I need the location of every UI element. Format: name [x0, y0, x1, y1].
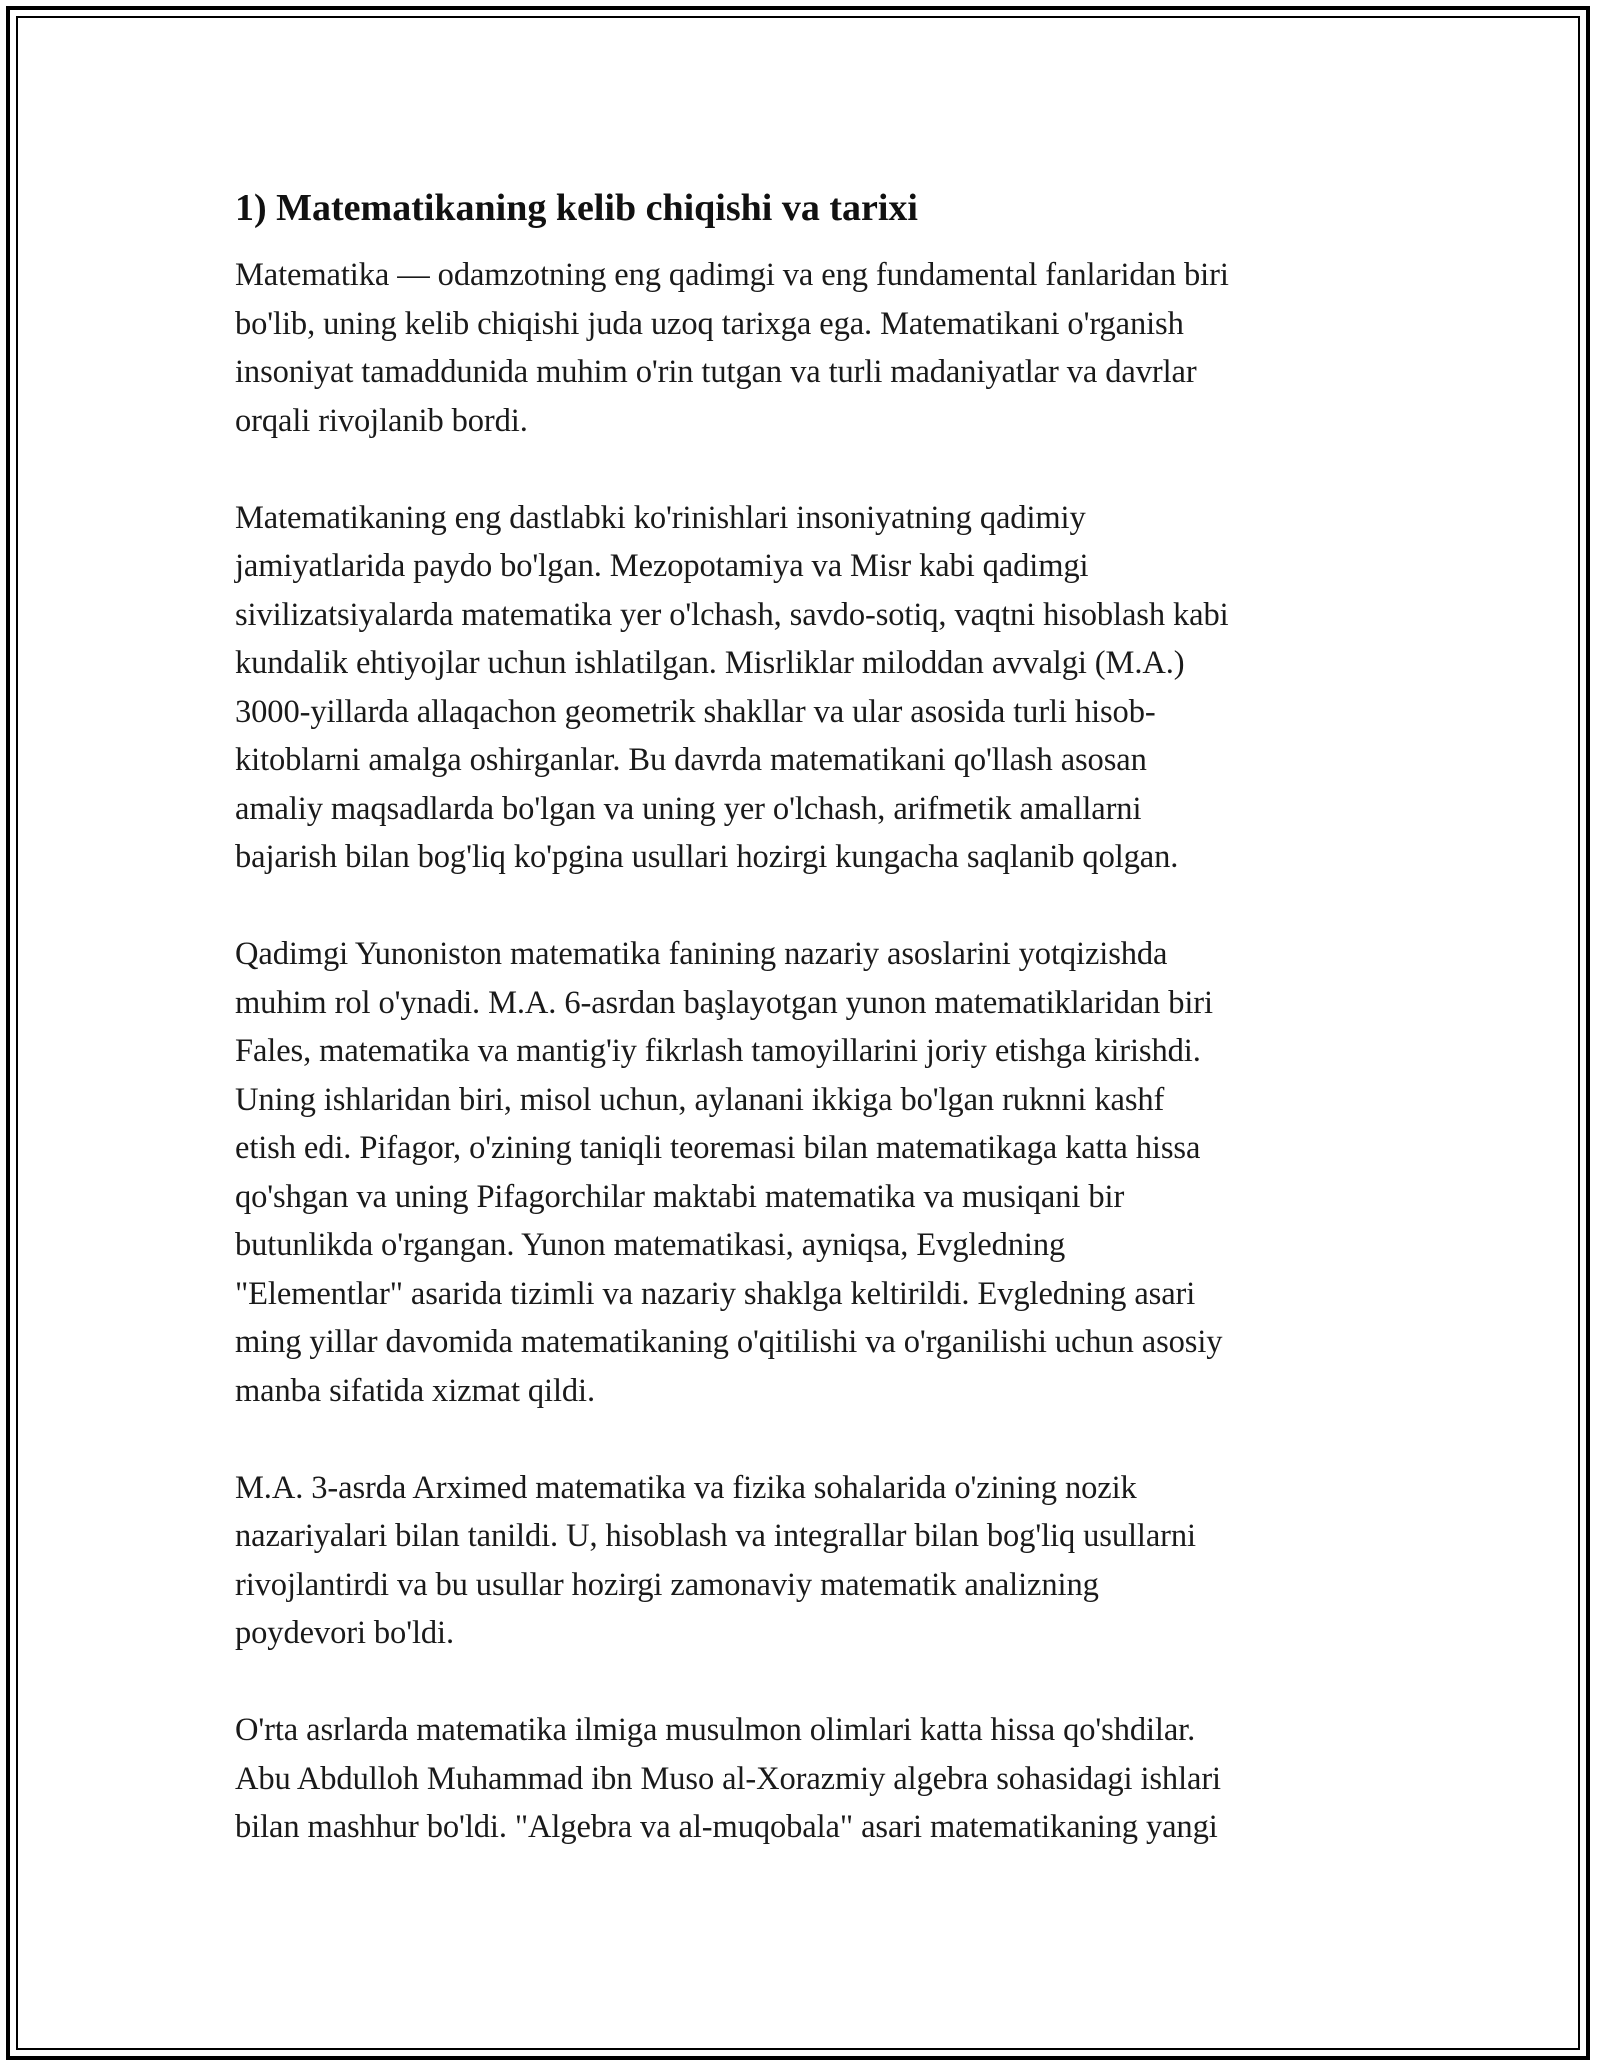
paragraph-line: jamiyatlarida paydo bo'lgan. Mezopotamiya va Misr kabi qadimgi: [235, 548, 1089, 584]
paragraph-3: [235, 930, 1375, 1415]
paragraph-line: sivilizatsiyalarda matematika yer o'lchash, savdo-sotiq, vaqtni hisoblash kabi: [235, 596, 1229, 633]
paragraph-line: rivojlantirdi va bu usullar hozirgi zamonaviy matematik analizning: [235, 1566, 1099, 1603]
paragraph-line: bajarish bilan bog'liq ko'pgina usullari hozirgi kungacha saqlanib qolgan.: [235, 839, 1179, 875]
paragraph-line: muhim rol o'ynadi. M.A. 6-asrdan başlayotgan yunon matematiklaridan biri: [235, 984, 1213, 1021]
paragraph-5: [235, 1706, 1375, 1852]
paragraph-line: poydevori bo'ldi.: [235, 1615, 454, 1651]
paragraph-line: orqali rivojlanib bordi.: [235, 402, 528, 439]
paragraph-line: "Elementlar" asarida tizimli va nazariy shaklga keltirildi. Evgledning asari: [235, 1275, 1196, 1312]
paragraph-line: Qadimgi Yunoniston matematika fanining nazariy asoslarini yotqizishda: [235, 936, 1168, 972]
paragraph-line: bilan mashhur bo'ldi. "Algebra va al-muqobala" asari matematikaning yangi: [235, 1809, 1218, 1845]
paragraph-line: 3000-yillarda allaqachon geometrik shakllar va ular asosida turli hisob-: [235, 693, 1156, 730]
paragraph-line: qo'shgan va uning Pifagorchilar maktabi matematika va musiqani bir: [235, 1178, 1125, 1215]
paragraph-line: kundalik ehtiyojlar uchun ishlatilgan. Misrliklar miloddan avvalgi (M.A.): [235, 645, 1185, 681]
paragraph-line: butunlikda o'rgangan. Yunon matematikasi, ayniqsa, Evgledning: [235, 1227, 1066, 1263]
paragraph-line: etish edi. Pifagor, o'zining taniqli teoremasi bilan matematikaga katta hissa: [235, 1130, 1201, 1166]
paragraph-line: manba sifatida xizmat qildi.: [235, 1372, 596, 1409]
paragraph-line: O'rta asrlarda matematika ilmiga musulmon olimlari katta hissa qo'shdilar.: [235, 1712, 1196, 1748]
paragraph-line: Matematikaning eng dastlabki ko'rinishlari insoniyatning qadimiy: [235, 499, 1086, 536]
paragraph-2: [235, 494, 1375, 882]
paragraph-line: insoniyat tamaddunida muhim o'rin tutgan va turli madaniyatlar va davrlar: [235, 354, 1197, 390]
paragraph-line: nazariyalari bilan tanildi. U, hisoblash va integrallar bilan bog'liq usullarni: [235, 1518, 1196, 1554]
paragraph-line: Abu Abdulloh Muhammad ibn Muso al-Xorazmiy algebra sohasidagi ishlari: [235, 1760, 1221, 1797]
paragraph-line: amaliy maqsadlarda bo'lgan va uning yer o'lchash, arifmetik amallarni: [235, 790, 1142, 827]
paragraph-4: [235, 1464, 1375, 1658]
paragraph-line: kitoblarni amalga oshirganlar. Bu davrda matematikani qo'llash asosan: [235, 742, 1147, 778]
paragraph-line: M.A. 3-asrda Arximed matematika va fizika sohalarida o'zining nozik: [235, 1469, 1137, 1506]
document-body: [235, 185, 1375, 1900]
paragraph-1: [235, 251, 1375, 445]
section-heading: 1) Matematikaning kelib chiqishi va tarixi: [235, 187, 918, 229]
paragraph-line: ming yillar davomida matematikaning o'qitilishi va o'rganilishi uchun asosiy: [235, 1324, 1223, 1360]
paragraph-line: Fales, matematika va mantig'iy fikrlash tamoyillarini joriy etishga kirishdi.: [235, 1033, 1201, 1069]
paragraph-line: Matematika — odamzotning eng qadimgi va eng fundamental fanlaridan biri: [235, 257, 1229, 293]
paragraph-line: Uning ishlaridan biri, misol uchun, aylanani ikkiga bo'lgan ruknni kashf: [235, 1081, 1165, 1118]
paragraph-line: bo'lib, uning kelib chiqishi juda uzoq tarixga ega. Matematikani o'rganish: [235, 305, 1184, 342]
